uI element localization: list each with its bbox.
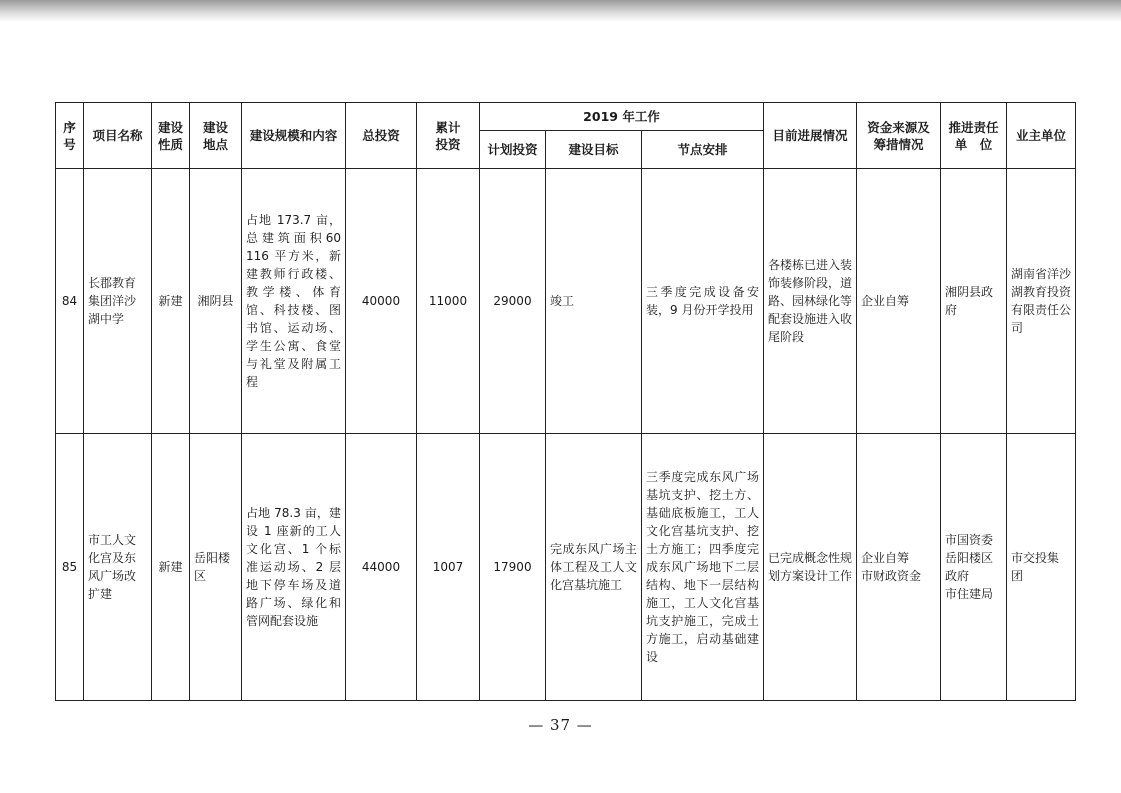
row-total-investment: 40000 [346,169,417,434]
row-progress: 各楼栋已进入装饰装修阶段，道路、园林绿化等配套设施进入收尾阶段 [764,169,857,434]
header-location: 建设 地点 [190,103,242,169]
header-progress: 目前进展情况 [764,103,857,169]
header-row-1 [56,103,1076,131]
header-funding: 资金来源及 筹措情况 [857,103,941,169]
row-nature: 新建 [152,434,190,701]
row-location: 岳阳楼 区 [190,434,242,701]
row-seq: 85 [56,434,84,701]
row-scale: 占地 173.7 亩，总 建 筑 面 积 60116 平方米，新建教师行政楼、教学楼、体育馆、科技楼、图书馆、运动场、学生公寓、食堂与礼堂及附属工程 [242,169,346,434]
row-funding: 企业自筹 [857,169,941,434]
row-responsible-unit: 市国资委 岳阳楼区 政府 市住建局 [941,434,1007,701]
page-number: — 37 — [528,716,593,734]
header-goal: 建设目标 [546,131,642,169]
row-project-name: 长郡教育 集团洋沙 湖中学 [84,169,152,434]
table-row [56,169,1076,434]
row-plan-investment: 17900 [480,434,546,701]
header-plan-investment: 计划投资 [480,131,546,169]
header-responsible-unit: 推进责任 单 位 [941,103,1007,169]
row-responsible-unit: 湘阴县政府 [941,169,1007,434]
row-schedule: 三季度完成设备安装，9 月份开学投用 [642,169,764,434]
row-funding: 企业自筹 市财政资金 [857,434,941,701]
row-plan-investment: 29000 [480,169,546,434]
row-owner-unit: 市交投集 团 [1007,434,1076,701]
row-cumulative-investment: 11000 [417,169,480,434]
header-total-investment: 总投资 [346,103,417,169]
row-total-investment: 44000 [346,434,417,701]
header-seq: 序 号 [56,103,84,169]
header-project-name: 项目名称 [84,103,152,169]
row-scale: 占地 78.3 亩，建设 1 座新的工人文化宫、1 个标准运动场、2 层地下停车场及道路广场、绿化和管网配套设施 [242,434,346,701]
header-owner-unit: 业主单位 [1007,103,1076,169]
row-goal: 完成东风广场主体工程及工人文化宫基坑施工 [546,434,642,701]
header-nature: 建设 性质 [152,103,190,169]
header-cumulative-investment: 累计 投资 [417,103,480,169]
row-schedule: 三季度完成东风广场基坑支护、挖土方、基础底板施工，工人文化宫基坑支护、挖土方施工；四季度完成东风广场地下二层结构、地下一层结构施工，工人文化宫基坑支护施工，完成土方施工，启动基础建设 [642,434,764,701]
row-seq: 84 [56,169,84,434]
row-goal: 竣工 [546,169,642,434]
row-nature: 新建 [152,169,190,434]
row-owner-unit: 湖南省洋沙湖教育投资有限责任公司 [1007,169,1076,434]
header-2019-work: 2019 年工作 [480,103,764,131]
header-schedule: 节点安排 [642,131,764,169]
header-scale: 建设规模和内容 [242,103,346,169]
row-progress: 已完成概念性规划方案设计工作 [764,434,857,701]
table-row [56,434,1076,701]
project-table [55,102,1076,701]
row-project-name: 市工人文 化宫及东 风广场改 扩建 [84,434,152,701]
row-location: 湘阴县 [190,169,242,434]
row-cumulative-investment: 1007 [417,434,480,701]
